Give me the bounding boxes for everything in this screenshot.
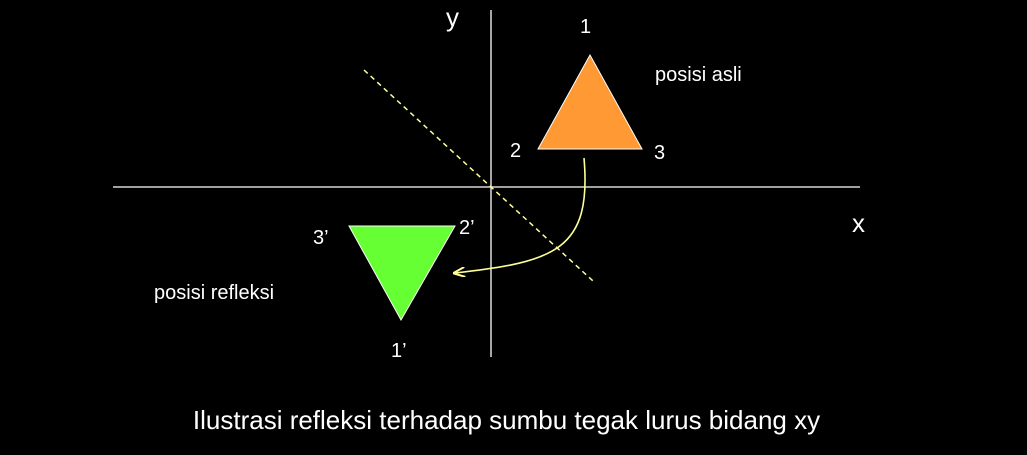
original-vertex-3-label: 3 — [654, 142, 666, 164]
diagram-caption: Ilustrasi refleksi terhadap sumbu tegak lurus bidang xy — [192, 405, 821, 435]
original-vertex-1-label: 1 — [580, 16, 592, 38]
original-position-label: posisi asli — [655, 64, 742, 86]
reflected-triangle — [349, 226, 455, 320]
original-vertex-2-label: 2 — [510, 140, 522, 162]
reflected-vertex-3-label: 3’ — [313, 227, 329, 249]
original-triangle — [538, 55, 642, 149]
y-axis-label: y — [446, 2, 459, 32]
reflected-position-label: posisi refleksi — [154, 282, 275, 304]
reflected-vertex-1-label: 1’ — [391, 340, 407, 362]
reflected-vertex-2-label: 2’ — [459, 217, 475, 239]
x-axis-label: x — [852, 208, 865, 238]
